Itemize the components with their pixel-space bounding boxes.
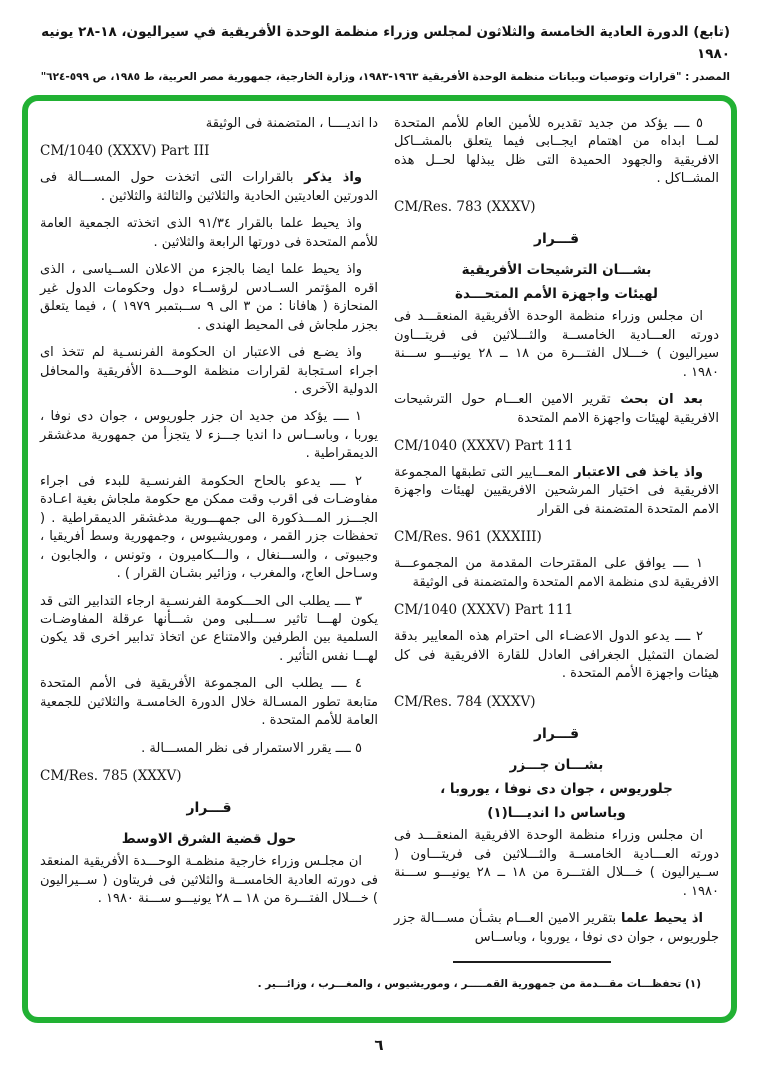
document-source-line: المصدر : "قرارات وتوصيات وبيانات منظمة الوحدة الأفريقية ١٩٦٣-١٩٨٣، وزارة الخارجية، جمهورية مصر العربية، ط ١٩٨٥، ص ٥٩٩-٦٢٤" — [40, 71, 730, 84]
two-column-text-area — [34, 111, 725, 959]
document-title: (تابع) الدورة العادية الخامسة والثلاثون لمجلس وزراء منظمة الوحدة الأفريقية في سيراليون، ١٨-٢٨ يونيه ١٩٨٠ — [41, 24, 730, 62]
footnote: (١) تحفظـــات مقـــدمة من جمهورية القمـــــر ، وموريشيوس ، والمغـــرب ، وزائـــير . — [257, 978, 701, 991]
paragraph: اذ يحيط علما بتقرير الامين العـــام بشـأن مســـالة جزر جلوريوس ، جوان دى نوفا ، يوروبا ، وباســاس — [393, 911, 719, 945]
cm-reference: CM/Res. 784 (XXXV) — [393, 693, 536, 710]
cm-reference: CM/1040 (XXXV) Part 111 — [393, 602, 574, 619]
footnote-separator — [453, 961, 611, 963]
paragraph-lead: اذ يحيط علما — [616, 911, 704, 927]
green-border-frame — [22, 95, 737, 1023]
page-number: ٦ — [374, 1036, 384, 1054]
right-text-column — [392, 111, 725, 959]
paragraph: ٥ ــــ يقرر الاستمرار فى نظر المســـالة . — [141, 740, 362, 756]
paragraph: واذ يضـع فى الاعتبار ان الحكومة الفرنسـية لم تتخذ اى اجراء اسـتجابة لقرارات منظمة الوحـــدة الأفريقية والمحافل الدولية الآخرى . — [40, 345, 378, 397]
paragraph: ان مجلس وزراء منظمة الوحدة الافريقية المنعقـــد فى دورته العـــادية الخامســة والثـــلاثين فى فريتـــاون ( ســيراليون ) خـــلال الفتـــرة من ١٨ ــ ٢٨ يونيـــو ســـنة ١٩٨٠ . — [393, 828, 719, 899]
paragraph: ١ ــــ يؤكد من جديد ان جزر جلوريوس ، جوان دى نوفا ، يوربا ، وباســاس دا انديا جـــزء لا يتجزأ من جمهورية مدغشقر الديمقراطية . — [40, 409, 378, 462]
section-heading: جلوريوس ، جوان دى نوفا ، يوروبا ، — [440, 780, 673, 797]
paragraph: واذ يذكر بالقرارات التى اتخذت حول المســـالة فى الدورتين العاديتين الحادية والثلاثين والثالثة والثلاثين . — [40, 170, 378, 204]
paragraph: بعد ان بحث تقرير الامين العـــام حول الترشيحات الافريقية لهيئات واجهزة الامم المتحدة — [393, 392, 719, 426]
section-heading: بشـــان جـــزر — [509, 756, 604, 773]
paragraph: واذ يحيط علما بالقرار ٩١/٣٤ الذى اتخذته الجمعية العامة للأمم المتحدة فى دورتها الرابعة والثلاثين . — [40, 216, 378, 250]
section-heading: قـــرار — [186, 800, 232, 817]
paragraph-lead: بعد ان بحث — [610, 392, 703, 408]
paragraph-lead: واذ ياخذ فى الاعتبار — [569, 465, 703, 481]
paragraph: ٢ ــــ يدعو بالحاح الحكومة الفرنسـية للبدء فى اجراء مفاوضـات فى اقرب وقت ممكن مع حكومة ملجاش بغية اعـادة الجـــزر المـــذكورة الى جمهـــورية مدغشقر الديمقراطية . ( تحفظات جزر القمر ، وموريشيوس ، وجمهورية وسط أفريقيا ، وجيبوتى ، والســـنغال ، والـــكاميرون ، وتونس ، والجابون ، وسـاحل العاج، والمغرب ، وزائير بشـان القرار ) . — [40, 473, 378, 582]
cm-reference: CM/Res. 785 (XXXV) — [40, 768, 182, 785]
paragraph: ٢ ــــ يدعو الدول الاعضـاء الى احترام هذه المعايير بدقة لضمان التمثيل الجغرافى العادل للقارة الافريقية فى كل هيئات واجهزة الأمم المتحدة . — [393, 629, 719, 682]
paragraph-lead: واذ يذكر — [293, 170, 362, 186]
paragraph: واذ يحيط علما ايضا بالجزء من الاعلان الســياسى ، الذى اقره المؤتمر الســادس لرؤســاء دول وحكومات الدول غير المنحازة ( هافانا : من ٣ الى ٩ ســبتمبر ١٩٧٩ ) ، فيما يتعلق بجزر ملجاش فى المحيط الهندى . — [40, 262, 378, 333]
section-heading: بشـــان الترشيحات الأفريقية — [461, 261, 652, 278]
paragraph: ١ ــــ يوافق على المقترحات المقدمة من المجموعـــة الافريقية لدى منظمة الامم المتحدة والمتضمنة فى الوثيقة — [393, 556, 719, 590]
cm-reference: CM/Res. 783 (XXXV) — [393, 198, 536, 215]
cm-reference: CM/Res. 961 (XXXIII) — [393, 529, 542, 546]
section-heading: لهيئات واجهزة الأمم المتحـــدة — [454, 286, 658, 303]
document-header — [28, 22, 730, 86]
section-heading: وباساس دا انديـــا(١) — [487, 805, 626, 822]
paragraph: ٤ ــــ يطلب الى المجموعة الأفريقية فى الأمم المتحدة متابعة تطور المسـالة خلال الدورة الخامسـة والثلاثين للجمعية العامة للأمم المتحدة . — [40, 676, 378, 729]
paragraph: واذ ياخذ فى الاعتبار المعـــايير التى تطبقها المجموعة الافريقية فى اختيار المرشحين الافريقيين لهيئات واجهزة الامم المتحدة المتضمنة فى القرار — [393, 465, 719, 517]
paragraph: ٣ ــــ يطلب الى الحـــكومة الفرنسـية ارجاء التدابير التى قد يكون لهـــا تاثير ســـلبى ومن شـــأنها عرقلة المفاوضـات السلمية بين الطرفين والامتناع عن اتخاذ تدابير اخرى قد يكون لهـــا نفس التأثير . — [40, 593, 378, 664]
paragraph: ٥ ــــ يؤكد من جديد تقديره للأمين العام للأمم المتحدة لمــا ابداه من اهتمام ايجــابى فيما يتعلق بالمشــاكل الافريقية والجهود الحميدة التى ظل يبذلها لحــل هذه المشــاكل . — [393, 116, 719, 187]
paragraph: دا انديــــا ، المتضمنة فى الوثيقة — [205, 116, 378, 131]
section-heading: حول قضية الشرق الاوسط — [121, 831, 297, 848]
left-text-column — [34, 111, 382, 959]
paragraph: ان مجلـس وزراء خارجية منظمـة الوحـــدة الأفريقية المنعقد فى دورته العادية الخامســة والثلاثين فى فريتاون ( ســيراليون ) خـــلال الفتـــرة من ١٨ ــ ٢٨ يونيـــو ســـنة ١٩٨٠ . — [40, 854, 378, 907]
paragraph: ان مجلس وزراء منظمة الوحدة الأفريقية المنعقـــد فى دورته العـــادية الخامســة والثـــلاثين فى فريتـــاون سيراليون ) خـــلال الفتـــرة من ١٨ ــ ٢٨ يونيـــو ســـنة ١٩٨٠ . — [393, 309, 719, 380]
section-heading: قـــرار — [533, 230, 580, 247]
section-heading: قـــرار — [533, 725, 580, 742]
cm-reference: CM/1040 (XXXV) Part 111 — [393, 438, 574, 455]
cm-reference: CM/1040 (XXXV) Part III — [40, 143, 210, 160]
